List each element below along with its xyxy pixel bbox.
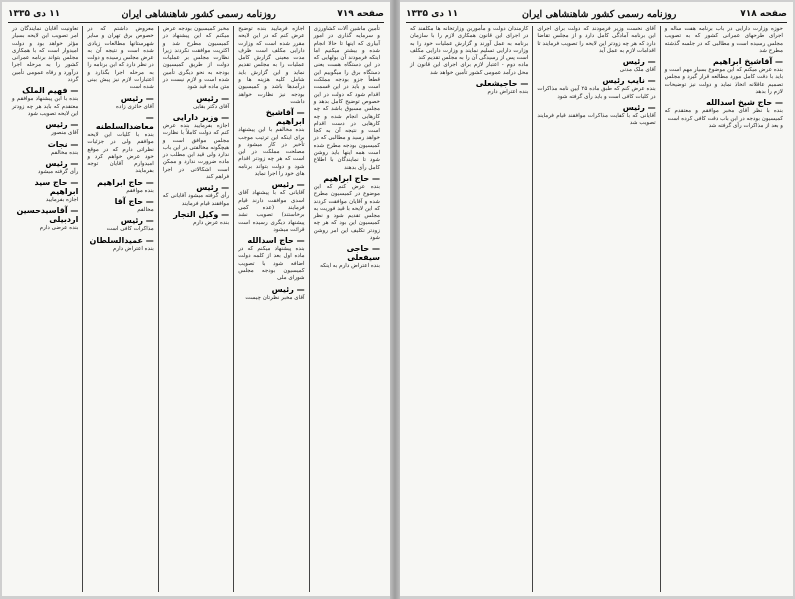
article-paragraph: بنده عرض دارم	[193, 219, 230, 226]
speaker-name: — حاج ابراهیم	[314, 174, 380, 183]
article-paragraph: بنده موافقم	[126, 187, 154, 194]
article-paragraph: آقای ملک مدنی	[619, 67, 656, 74]
article-paragraph: بنده اعتراض دارم	[487, 89, 529, 96]
speaker-name: — وزیر دارایی	[163, 113, 229, 122]
right-page-title: روزنامه رسمی کشور شاهنشاهی ایران	[522, 8, 677, 20]
article-paragraph: حوزه وزارت دارایی در باب برنامه هفت ساله و اجرای طرحهای عمرانی کشور که به تصویب مجلس رسیده است و مطالبی که در جلسه گذشته مطرح شد	[664, 26, 783, 54]
article-paragraph: تأمین ماشین آلات کشاورزی و سرمایه گذاری در امور آبیاری که اینها تا حالا انجام شده و بیشتر میکنیم اما اینکه فرمودند آن بولهایی که در این دستگاه هست یعنی دستگاه برق را میگوییم این قطعاً جزو بودجه مملکت است و باید در این قسمت اقدام شود که دولت در این خصوص توضیح کامل بدهد و مجلس مسبوق باشد که چه کارهایی انجام شده و چه کارهایی در دست اقدام است و نتیجه آن به کجا خواهد رسید و مطالبی که در کمیسیون بودجه مطرح شده است همه اینها باید روشن شود تا نمایندگان با اطلاع کامل رأی بدهند	[313, 26, 380, 171]
article-paragraph: تعاونیت آقایان نمایندگان در امر تصویب این لایحه بسیار مؤثر خواهد بود و دولت امیدوار است که با همکاری مجلس بتواند برنامه عمرانی کشور را به مرحله اجرا درآورد و رفاه عمومی تأمین گردد	[11, 26, 79, 84]
article-paragraph: بنده عرض میکنم که این موضوع بسیار مهم است و باید با دقت کامل مورد مطالعه قرار گیرد و مجلس تصمیم عاقلانه اتخاذ نماید و دولت نیز توضیحات لازم را بدهد	[664, 67, 783, 96]
article-paragraph: مخبر کمیسیون بودجه عرض میکنم که این پیشنهاد در کمیسیون مطرح شد و اکثریت موافقت نکردند زیرا نظارت مجلس بر عملیات دولت از طریق کمیسیون بودجه به نحو دیگری تأمین شده است و لازم نیست در متن ماده قید شود	[162, 26, 230, 91]
article-paragraph: آقای دکتر بقایی	[193, 103, 230, 110]
article-paragraph: بنده با کلیات این لایحه موافقم ولی در جزئیات نظراتی دارم که در موقع خود عرض خواهم کرد و امیدوارم آقایان توجه بفرمایند	[87, 131, 154, 175]
right-page	[400, 2, 793, 596]
article-paragraph: آقای منصور	[51, 130, 79, 137]
speaker-name: — آقاسیدحسین اردبیلی	[12, 206, 78, 224]
article-paragraph: بنده مخالفم با این پیشنهاد برای اینکه این ترتیب موجب تأخیر در کار میشود و مصلحت مملکت در این است که هر چه زودتر اقدام شود و دولت بتواند برنامه های خود را اجرا نماید	[238, 127, 305, 178]
speaker-name: — حاج سید ابراهیم	[12, 178, 78, 196]
left-page-title: روزنامه رسمی کشور شاهنشاهی ایران	[121, 8, 276, 20]
article-paragraph: اجازه بفرمایید بنده عرض کنم که دولت کاملاً با نظارت مجلس موافق است و هیچگونه مخالفتی در این باب ندارد ولی قید این مطلب در ماده ضرورت ندارد و ممکن است اشکالاتی در اجرا فراهم کند	[162, 122, 230, 181]
page-gutter	[390, 0, 400, 599]
article-paragraph: اجازه فرمایید بنده توضیح عرض کنم که در این لایحه مقرر شده است که وزارت دارایی مکلف است ظرف مدت معینی گزارش کامل عملیات را به مجلس تقدیم نماید و این گزارش باید شامل کلیه هزینه ها و درآمدها باشد و کمیسیون بودجه نیز نظارت خواهد داشت	[238, 26, 305, 105]
article-paragraph: بنده اعتراض دارم	[112, 245, 154, 252]
speaker-name: — فهیم الملک	[12, 86, 78, 95]
left-page-column	[309, 26, 384, 592]
left-page	[2, 2, 390, 596]
speaker-name: — حاج اسدالله	[238, 236, 304, 245]
speaker-name: — رئیس	[238, 180, 304, 189]
right-page-column	[660, 26, 787, 592]
article-paragraph: آقایانی که با کفایت مذاکرات موافقند قیام فرمایند تصویب شد	[537, 113, 656, 127]
speaker-name: — حاج آقا	[87, 197, 153, 206]
article-paragraph: مذاکرات کافی است	[106, 226, 154, 233]
article-paragraph: معروض داشتم که در خصوص برق تهران و سایر شهرستانها مطالعات زیادی شده است و نتیجه آن به عرض مجلس رسیده و دولت در نظر دارد که این برنامه را به مرحله اجرا بگذارد و اعتبارات لازم نیز پیش بینی شده است	[87, 26, 154, 91]
speaker-name: — وکیل التجار	[163, 210, 229, 219]
speaker-name: — رئیس	[537, 103, 655, 112]
left-page-date: ۱۱ دی ۱۳۳۵	[8, 9, 61, 19]
article-paragraph: بنده عرض کنم که این موضوع در کمیسیون مطرح شده و آقایان موافقت کردند که این لایحه با قید فوریت به مجلس تقدیم شود و نظر کمیسیون این بود که هر چه زودتر تکلیف این امر روشن شود	[313, 183, 380, 242]
article-paragraph: بنده عرضی دارم	[39, 225, 79, 232]
article-paragraph: آقای حائری زاده	[116, 103, 154, 110]
article-paragraph: آقای مخبر نظرتان چیست	[245, 294, 305, 301]
left-page-column	[233, 26, 308, 592]
right-page-column	[406, 26, 532, 592]
right-page-header	[406, 6, 787, 23]
article-paragraph: بنده عرض کنم که طبق ماده ۲۵ آیین نامه مذاکرات در کلیات کافی است و باید رأی گرفته شود	[537, 86, 656, 100]
article-paragraph: و بعد از مذاکرات رأی گرفته شد	[708, 122, 783, 129]
article-paragraph: رأی گرفته میشود	[38, 168, 79, 175]
article-paragraph: بنده با این پیشنهاد موافقم و معتقدم که باید هر چه زودتر این لایحه تصویب شود	[11, 96, 79, 117]
speaker-name: — رئیس	[12, 120, 78, 129]
speaker-name: — نجات	[12, 140, 78, 149]
article-paragraph: مخالفم	[137, 207, 154, 214]
left-page-column	[158, 26, 233, 592]
article-paragraph: ماده دوم - اعتبار لازم برای اجرای این قانون از محل درآمد عمومی کشور تأمین خواهد شد	[410, 62, 529, 76]
speaker-name: — رئیس	[238, 285, 304, 294]
speaker-name: — آقاشیخ ابراهیم	[665, 57, 783, 66]
right-page-column	[532, 26, 659, 592]
speaker-name: — رئیس	[163, 183, 229, 192]
right-page-columns	[406, 26, 787, 592]
article-paragraph: کارمندان دولت و مأمورین وزارتخانه ها مکلفند که در اجرای این قانون همکاری لازم را با سازمان برنامه به عمل آورند و گزارش عملیات خود را به وزارت دارایی تسلیم نمایند و وزارت دارایی مکلف است پس از رسیدگی آن را به مجلس تقدیم کند	[410, 26, 529, 62]
speaker-name: — معاضدالسلطنه	[87, 113, 153, 131]
right-page-date: ۱۱ دی ۱۳۳۵	[406, 9, 459, 19]
speaker-name: — آقاشیخ ابراهیم	[238, 108, 304, 126]
left-page-header	[8, 6, 384, 23]
speaker-name: — حاج شیخ اسدالله	[665, 98, 783, 107]
speaker-name: — حاجیشعلی	[410, 79, 528, 88]
article-paragraph: بنده اعتراض دارم به اینکه	[320, 263, 380, 270]
article-paragraph: بنده مخالفم	[50, 149, 79, 156]
right-page-label: صفحه ۷۱۸	[740, 9, 787, 19]
speaker-name: — رئیس	[87, 216, 153, 225]
speaker-name: — نایب رئیس	[537, 76, 655, 85]
left-page-column	[8, 26, 82, 592]
speaker-name: — رئیس	[537, 57, 655, 66]
article-paragraph: آقایانی که با پیشنهاد آقای اسدی موافقت دارند قیام فرمایند (عده کمی برخاستند) تصویب نشد پیشنهاد دیگری رسیده است قرائت میشود	[238, 190, 305, 233]
article-paragraph: بنده پیشنهاد میکنم که در ماده اول بعد از کلمه دولت اضافه شود با تصویب کمیسیون بودجه مجلس شورای ملی	[238, 246, 305, 282]
article-paragraph: آقای نخست وزیر فرمودند که دولت برای اجرای این برنامه آمادگی کامل دارد و از مجلس تقاضا دارد که هر چه زودتر این لایحه را تصویب فرمایند تا اقدامات لازم به عمل آید	[537, 26, 656, 54]
speaker-name: — حاج ابراهیم	[87, 178, 153, 187]
article-paragraph: رأی گرفته میشود آقایانی که موافقند قیام فرمایند	[162, 193, 230, 207]
speaker-name: — رئیس	[163, 94, 229, 103]
speaker-name: — رئیس	[87, 94, 153, 103]
left-page-label: صفحه ۷۱۹	[337, 9, 384, 19]
speaker-name: — عمیدالسلطان	[87, 236, 153, 245]
speaker-name: — رئیس	[12, 159, 78, 168]
speaker-name: — حاجی سیفعلی	[314, 244, 380, 262]
article-paragraph: اجازه بفرمایید	[45, 197, 79, 204]
left-page-column	[82, 26, 157, 592]
left-page-columns	[8, 26, 384, 592]
article-paragraph: بنده با نظر آقای مخبر موافقم و معتقدم که کمیسیون بودجه در این باب دقت کافی کرده است	[664, 108, 783, 122]
